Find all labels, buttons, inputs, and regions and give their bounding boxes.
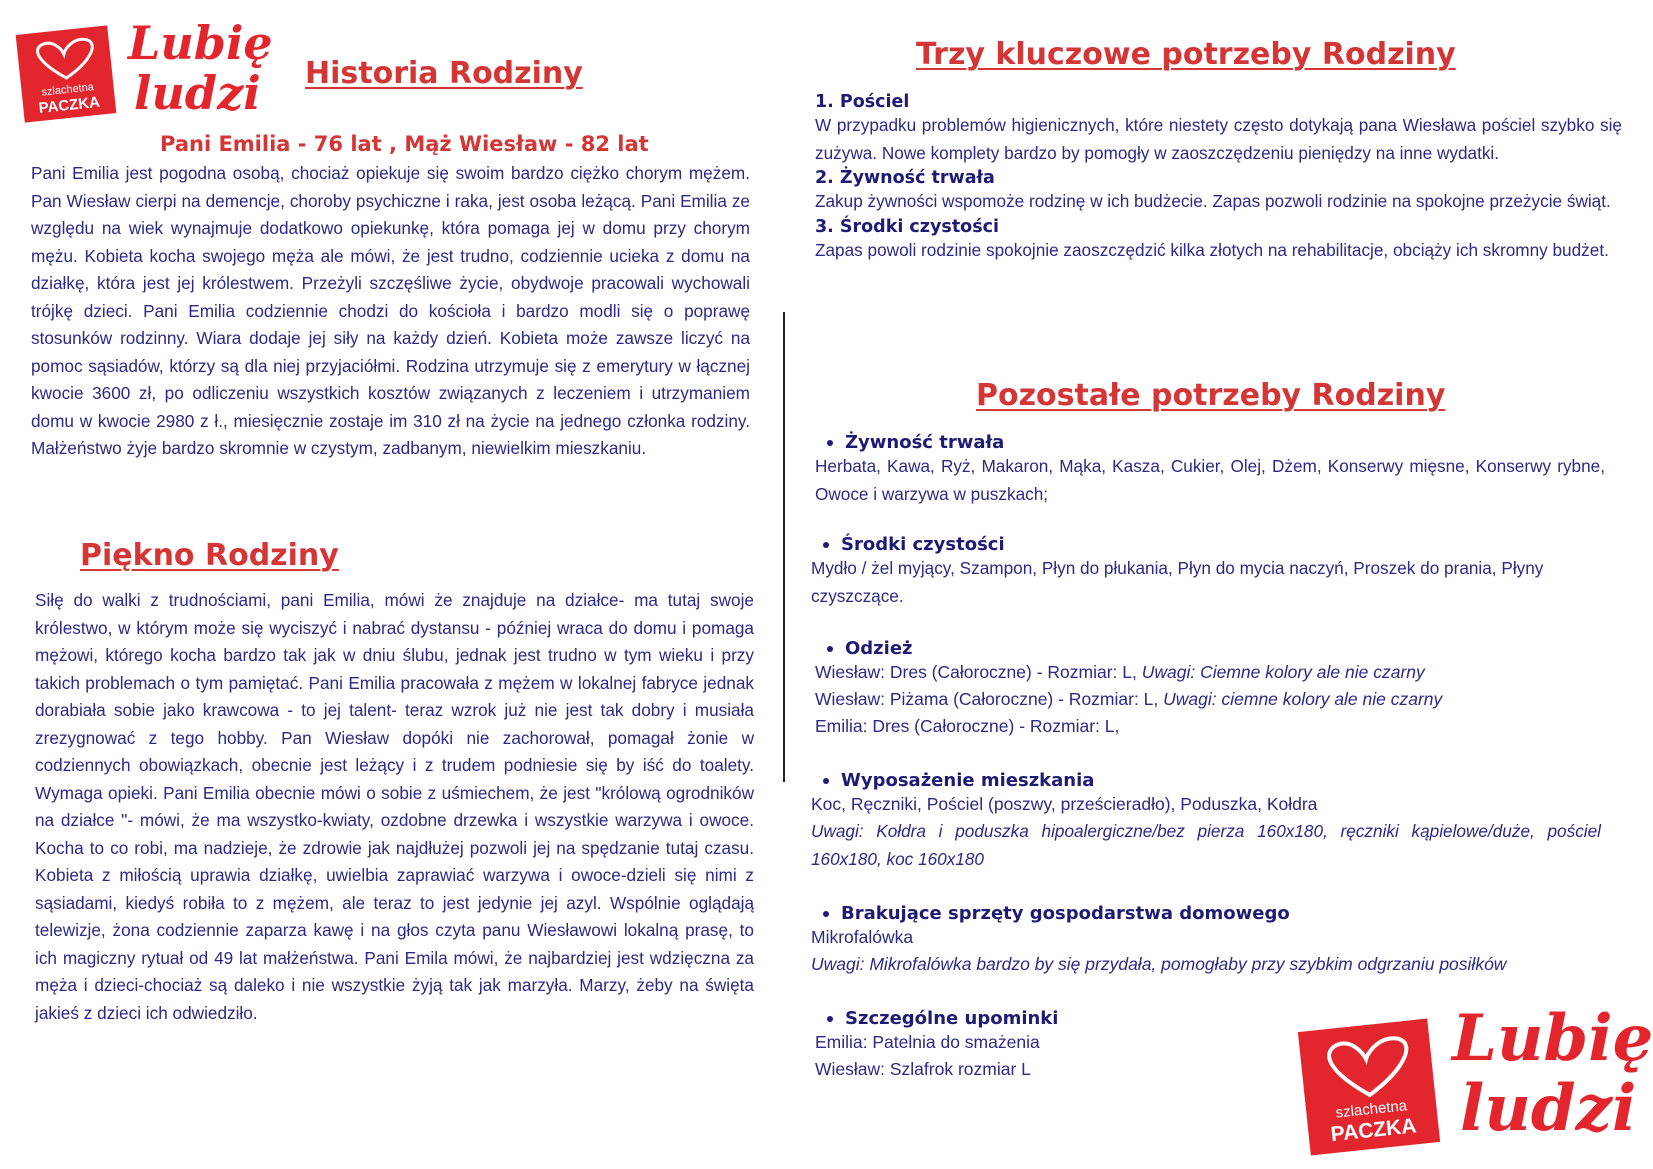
gifts-section xyxy=(815,1008,1315,1083)
bullet-icon xyxy=(827,1016,833,1022)
logo-slogan-line1: Lubię xyxy=(1452,1001,1653,1076)
logo-badge xyxy=(16,25,117,122)
logo-small-text: szlachetna xyxy=(1334,1097,1408,1122)
clothes-title: Odzież xyxy=(845,638,913,659)
key-need-text: W przypadku problemów higienicznych, które niestety często dotykają pana Wiesława pościel szybko się zużywa. Nowe komplety bardzo by pomogły w zaoszczędzeniu pieniędzy na inne wydatki. xyxy=(815,115,1622,163)
furnishing-section xyxy=(811,770,1601,873)
furnishing-title-row xyxy=(823,770,1601,791)
clothes-line: Wiesław: Piżama (Całoroczne) - Rozmiar: L, Uwagi: ciemne kolory ale nie czarny xyxy=(815,689,1443,709)
furnishing-title: Wyposażenie mieszkania xyxy=(841,770,1095,791)
furnishing-note: Uwagi: Kołdra i poduszka hipoalergiczne/bez pierza 160x180, ręczniki kąpielowe/duże, pościel 160x180, koc 160x180 xyxy=(811,821,1601,869)
logo-top xyxy=(18,16,273,122)
key-needs-list xyxy=(815,92,1622,264)
beauty-title: Piękno Rodziny xyxy=(80,538,339,573)
gift-line: Wiesław: Szlafrok rozmiar L xyxy=(815,1059,1031,1079)
food-title: Żywność trwała xyxy=(845,432,1005,453)
food-section xyxy=(815,432,1605,508)
appliances-section xyxy=(811,903,1611,978)
cleaning-title: Środki czystości xyxy=(841,534,1005,555)
clothes-title-row xyxy=(827,638,1615,659)
history-subtitle: Pani Emilia - 76 lat , Mąż Wiesław - 82 lat xyxy=(160,132,649,156)
bullet-icon xyxy=(827,646,833,652)
bullet-icon xyxy=(827,440,833,446)
clothes-line: Wiesław: Dres (Całoroczne) - Rozmiar: L, Uwagi: Ciemne kolory ale nie czarny xyxy=(815,662,1425,682)
food-text: Herbata, Kawa, Ryż, Makaron, Mąka, Kasza, Cukier, Olej, Dżem, Konserwy mięsne, Konserwy rybne, Owoce i warzywa w puszkach; xyxy=(815,456,1605,504)
key-need-title: 2. Żywność trwała xyxy=(815,168,995,188)
column-divider xyxy=(783,312,785,782)
key-need-text: Zapas powoli rodzinie spokojnie zaoszczędzić kilka złotych na rehabilitacje, obciąży ich skromny budżet. xyxy=(815,239,1609,260)
bullet-icon xyxy=(823,911,829,917)
logo-badge xyxy=(1298,1019,1440,1156)
key-need-title: 1. Pościel xyxy=(815,92,910,112)
cleaning-title-row xyxy=(823,534,1611,555)
appliances-text: Mikrofalówka xyxy=(811,927,914,947)
food-title-row xyxy=(827,432,1605,453)
key-need-title: 3. Środki czystości xyxy=(815,216,999,237)
logo-slogan-line2: ludzi xyxy=(134,66,261,120)
cleaning-text: Mydło / żel myjący, Szampon, Płyn do płukania, Płyn do mycia naczyń, Proszek do prania, Płyny czyszczące. xyxy=(811,558,1544,606)
logo-slogan-line1: Lubię xyxy=(128,16,273,70)
beauty-text: Siłę do walki z trudnościami, pani Emilia, mówi że znajduje na działce- ma tutaj swoje królestwo, w którym może się wyciszyć i nabrać dystansu - później wraca do domu i pomaga mężowi, którego kocha bardzo tak jak w dniu ślubu, jednak jest trudno w tym wieku i przy takich problemach o tym pamiętać. Pani Emilia pracowała z mężem w lokalnej fabryce jednak dorabiała sobie jako krawcowa - to jej talent- teraz wzrok już nie jest tak dobry i musiała zrezygnować z tego hobby. Pan Wiesław dopóki nie zachorował, pomagał żonie w codziennych obowiązkach, obecnie jest leżący i z trudem podniesie się by iść do toalety. Wymaga opieki. Pani Emilia obecnie mówi o sobie z uśmiechem, że jest "królową ogrodników na działce "- mówi, że ma wszystko-kwiaty, ozdobne drzewka i wszystkie warzywa i owoce. Kocha to co robi, ma nadzieje, że zdrowie jak najdłużej pozwoli jej na spędzanie tutaj czasu. Kobieta z miłością uprawia działkę, uwielbia zaprawiać warzywa i owoce-dzieli się nimi z sąsiadami, kiedyś robiła to z mężem, ale teraz to jest jedynie jej azyl. Wspólnie oglądają telewizje, żona codziennie zaparza kawę i na głos czyta panu Wiesławowi lokalną prasę, to ich magiczny rytuał od 49 lat małżeństwa. Pani Emila mówi, że najbardziej jest wdzięczna za męża i dzieci-chociaż są daleko i nie wszystkie żyją tak jak marzyła. Marzy, żeby na święta jakieś z dzieci ich odwiedziło. xyxy=(35,590,754,1023)
logo-bottom xyxy=(1300,1001,1653,1155)
furnishing-text: Koc, Ręczniki, Pościel (poszwy, prześcieradło), Poduszka, Kołdra xyxy=(811,794,1318,814)
key-needs-title: Trzy kluczowe potrzeby Rodziny xyxy=(916,37,1456,72)
appliances-note: Uwagi: Mikrofalówka bardzo by się przydała, pomogłaby przy szybkim odgrzaniu posiłków xyxy=(811,954,1507,974)
key-need-text: Zakup żywności wspomoże rodzinę w ich budżecie. Zapas pozwoli rodzinie na spokojne przeżycie świąt. xyxy=(815,191,1611,211)
history-title: Historia Rodziny xyxy=(305,56,583,91)
appliances-title: Brakujące sprzęty gospodarstwa domowego xyxy=(841,903,1290,924)
logo-small-text: szlachetna xyxy=(40,81,95,99)
bullet-icon xyxy=(823,778,829,784)
cleaning-section xyxy=(811,534,1611,610)
gift-line: Emilia: Patelnia do smażenia xyxy=(815,1032,1040,1052)
appliances-title-row xyxy=(823,903,1611,924)
clothes-line: Emilia: Dres (Całoroczne) - Rozmiar: L, xyxy=(815,716,1120,736)
gifts-title: Szczególne upominki xyxy=(845,1008,1059,1029)
logo-slogan-line2: ludzi xyxy=(1460,1071,1637,1146)
logo-big-text: PACZKA xyxy=(37,93,101,117)
bullet-icon xyxy=(823,542,829,548)
clothes-section xyxy=(815,638,1615,740)
gifts-title-row xyxy=(827,1008,1315,1029)
history-text: Pani Emilia jest pogodna osobą, chociaż opiekuje się swoim bardzo ciężko chorym mężem. Pan Wiesław cierpi na demencje, choroby psychiczne i raka, jest osoba leżącą. Pani Emilia ze względu na wiek wynajmuje dodatkowo opiekunkę, która pomaga jej w domu przy chorym mężu. Kobieta kocha swojego męża ale mówi, że jest trudno, codziennie ucieka z domu na działkę, która jest jej królestwem. Przeżyli szczęśliwe życie, obydwoje pracowali wychowali trójkę dzieci. Pani Emilia codziennie chodzi do kościoła i bardzo modli się o poprawę stosunków rodzinny. Wiara dodaje jej siły na każdy dzień. Kobieta może zawsze liczyć na pomoc sąsiadów, którzy są dla niej przyjaciółmi. Rodzina utrzymuje się z emerytury w łącznej kwocie 3600 zł, po odliczeniu wszystkich kosztów związanych z leczeniem i utrzymaniem domu w kwocie 2980 z ł., miesięcznie zostaje im 310 zł na życie na jednego członka rodziny. Małżeństwo żyje bardzo skromnie w czystym, zadbanym, niewielkim mieszkaniu. xyxy=(31,163,750,458)
logo-big-text: PACZKA xyxy=(1329,1114,1418,1147)
other-needs-title: Pozostałe potrzeby Rodziny xyxy=(976,378,1446,413)
